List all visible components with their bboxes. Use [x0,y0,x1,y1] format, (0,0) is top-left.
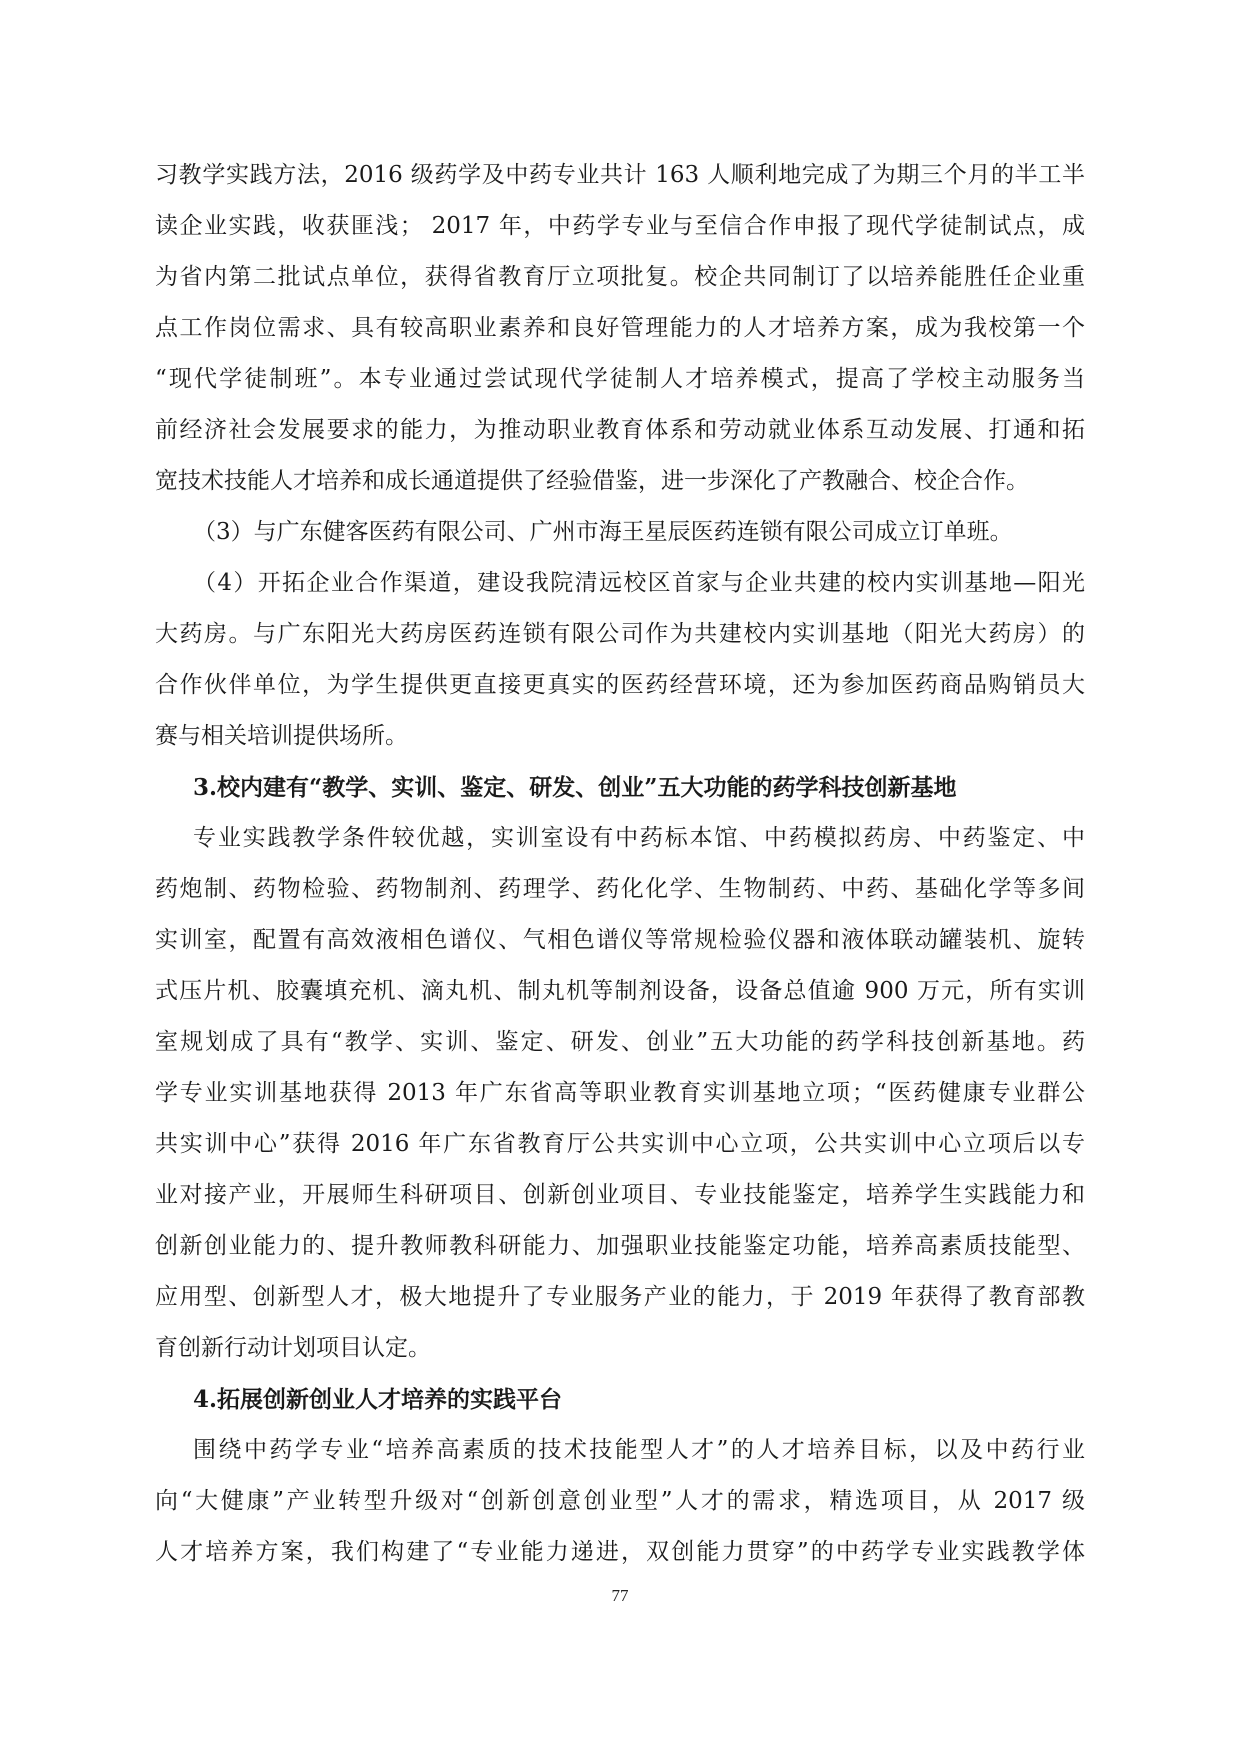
text-line: 共实训中心”获得 2016 年广东省教育厅公共实训中心立项，公共实训中心立项后以专 [155,1131,1085,1157]
document-body [155,150,1085,1578]
section-heading-4: 4.拓展创新创业人才培养的实践平台 [193,1386,563,1413]
text-line: 人才培养方案，我们构建了“专业能力递进，双创能力贯穿”的中药学专业实践教学体 [155,1539,1085,1565]
text-line: 赛与相关培训提供场所。 [155,723,408,749]
text-line: 为省内第二批试点单位，获得省教育厅立项批复。校企共同制订了以培养能胜任企业重 [155,264,1085,290]
list-item-4: （4）开拓企业合作渠道，建设我院清远校区首家与企业共建的校内实训基地—阳光 [193,570,1085,596]
page-number: 77 [611,1586,629,1605]
text-line: 围绕中药学专业“培养高素质的技术技能型人才”的人才培养目标，以及中药行业 [193,1437,1085,1463]
section-heading-3: 3.校内建有“教学、实训、鉴定、研发、创业”五大功能的药学科技创新基地 [193,774,957,801]
text-line: 应用型、创新型人才，极大地提升了专业服务产业的能力，于 2019 年获得了教育部教 [155,1284,1085,1310]
text-line: 读企业实践，收获匪浅； 2017 年，中药学专业与至信合作申报了现代学徒制试点，成 [155,213,1085,239]
text-line: 创新创业能力的、提升教师教科研能力、加强职业技能鉴定功能，培养高素质技能型、 [155,1233,1085,1259]
text-line: 实训室，配置有高效液相色谱仪、气相色谱仪等常规检验仪器和液体联动罐装机、旋转 [155,927,1085,953]
text-line: 室规划成了具有“教学、实训、鉴定、研发、创业”五大功能的药学科技创新基地。药 [155,1029,1085,1055]
text-line: 习教学实践方法，2016 级药学及中药专业共计 163 人顺利地完成了为期三个月的半工半 [155,162,1085,188]
text-line: 点工作岗位需求、具有较高职业素养和良好管理能力的人才培养方案，成为我校第一个 [155,315,1085,341]
text-line: 育创新行动计划项目认定。 [155,1335,431,1361]
text-line: 学专业实训基地获得 2013 年广东省高等职业教育实训基地立项；“医药健康专业群公 [155,1080,1085,1106]
list-item-3: （3）与广东健客医药有限公司、广州市海王星辰医药连锁有限公司成立订单班。 [193,519,1013,545]
text-line: 合作伙伴单位，为学生提供更直接更真实的医药经营环境，还为参加医药商品购销员大 [155,672,1085,698]
text-line: 宽技术技能人才培养和成长通道提供了经验借鉴，进一步深化了产教融合、校企合作。 [155,468,1029,494]
text-line: 专业实践教学条件较优越，实训室设有中药标本馆、中药模拟药房、中药鉴定、中 [193,825,1085,851]
text-line: 式压片机、胶囊填充机、滴丸机、制丸机等制剂设备，设备总值逾 900 万元，所有实训 [155,978,1085,1004]
text-line: 大药房。与广东阳光大药房医药连锁有限公司作为共建校内实训基地（阳光大药房）的 [155,621,1085,647]
text-line: “现代学徒制班”。本专业通过尝试现代学徒制人才培养模式，提高了学校主动服务当 [155,366,1085,392]
text-line: 业对接产业，开展师生科研项目、创新创业项目、专业技能鉴定，培养学生实践能力和 [155,1182,1085,1208]
text-line: 前经济社会发展要求的能力，为推动职业教育体系和劳动就业体系互动发展、打通和拓 [155,417,1085,443]
text-line: 药炮制、药物检验、药物制剂、药理学、药化化学、生物制药、中药、基础化学等多间 [155,876,1085,902]
text-line: 向“大健康”产业转型升级对“创新创意创业型”人才的需求，精选项目，从 2017 级 [155,1488,1085,1514]
